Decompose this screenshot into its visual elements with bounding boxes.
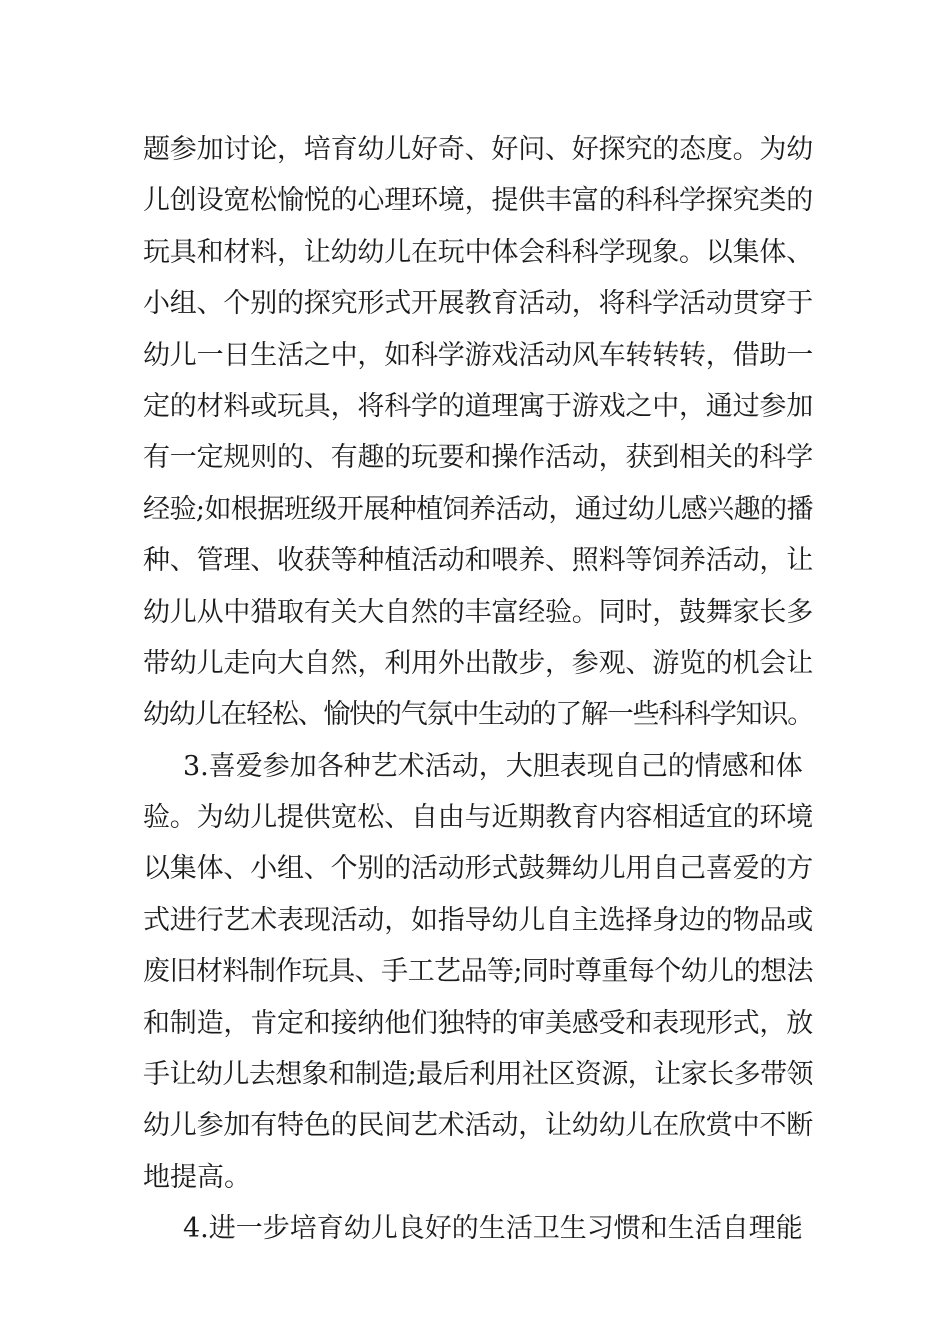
text-line: 种、管理、收获等种植活动和喂养、照料等饲养活动，让 — [143, 545, 813, 577]
text-line: 幼儿从中猎取有关大自然的丰富经验。同时，鼓舞家长多 — [143, 596, 813, 628]
text-line: 有一定规则的、有趣的玩要和操作活动，获到相关的科学 — [143, 442, 813, 474]
text-line: 小组、个别的探究形式开展教育活动，将科学活动贯穿于 — [143, 288, 813, 320]
text-line: 和制造，肯定和接纳他们独特的审美感受和表现形式，放 — [143, 1007, 813, 1039]
text-line: 幼儿一日生活之中，如科学游戏活动风车转转转，借助一 — [143, 339, 813, 371]
text-line: 式进行艺术表现活动，如指导幼儿自主选择身边的物品或 — [143, 904, 813, 936]
text-line: 定的材料或玩具，将科学的道理寓于游戏之中，通过参加 — [143, 390, 813, 422]
text-line: 幼幼儿在轻松、愉快的气氛中生动的了解一些科科学知识。 — [143, 699, 813, 731]
text-line: 幼儿参加有特色的民间艺术活动，让幼幼儿在欣赏中不断 — [143, 1110, 813, 1142]
text-line: 验。为幼儿提供宽松、自由与近期教育内容相适宜的环境 — [143, 802, 813, 834]
text-line: 经验;如根据班级开展种植饲养活动，通过幼儿感兴趣的播 — [143, 493, 813, 525]
text-line: 以集体、小组、个别的活动形式鼓舞幼儿用自己喜爱的方 — [143, 853, 813, 885]
text-line: 儿创设宽松愉悦的心理环境，提供丰富的科科学探究类的 — [143, 185, 813, 217]
text-line: 题参加讨论，培育幼儿好奇、好问、好探究的态度。为幼 — [143, 134, 813, 165]
text-line: 4.进一步培育幼儿良好的生活卫生习惯和生活自理能 — [183, 1213, 803, 1245]
text-line: 玩具和材料，让幼幼儿在玩中体会科科学现象。以集体、 — [143, 236, 813, 268]
text-line: 手让幼儿去想象和制造;最后利用社区资源，让家长多带领 — [143, 1059, 813, 1091]
text-line: 3.喜爱参加各种艺术活动，大胆表现自己的情感和体 — [183, 750, 803, 782]
text-line: 带幼儿走向大自然，利用外出散步，参观、游览的机会让 — [143, 647, 813, 679]
text-line: 废旧材料制作玩具、手工艺品等;同时尊重每个幼儿的想法 — [143, 956, 813, 988]
text-line: 地提高。 — [143, 1161, 251, 1193]
body-text — [143, 124, 813, 1255]
